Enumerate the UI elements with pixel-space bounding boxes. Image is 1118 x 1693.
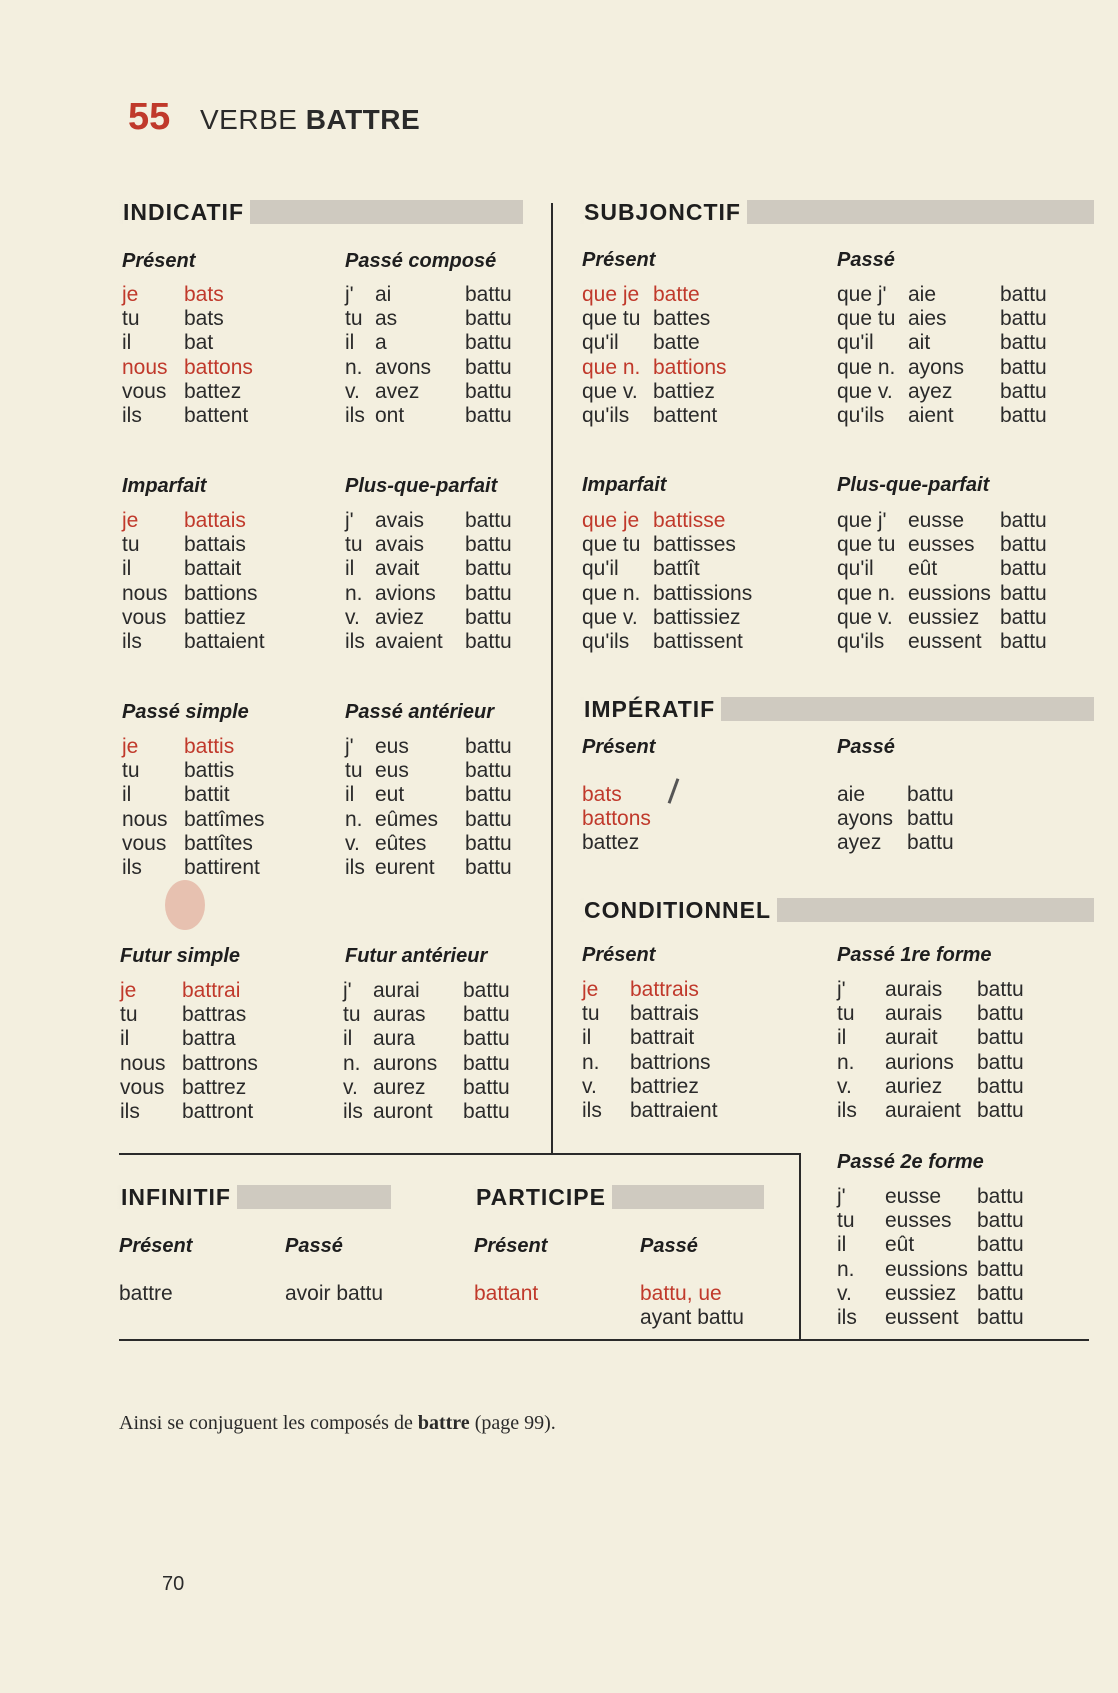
- verb-form: aurions: [885, 1050, 954, 1074]
- column-divider: [551, 203, 553, 1153]
- ind-passe-anterieur-label: Passé antérieur: [345, 701, 494, 723]
- pronoun: bats: [582, 783, 622, 806]
- verb-form: eusse: [908, 509, 965, 532]
- bottom-rule: [119, 1339, 1089, 1341]
- pronoun: n.: [837, 1257, 855, 1281]
- verb-form: auraient: [885, 1098, 961, 1122]
- imp-present-label: Présent: [582, 736, 656, 758]
- pronoun: vous: [122, 379, 167, 403]
- pronoun: il: [122, 783, 132, 807]
- pronoun: ils: [120, 1099, 140, 1123]
- verb-form: battu: [907, 831, 954, 855]
- verb-form: eussiez: [908, 605, 980, 629]
- participle: battu: [1000, 379, 1047, 403]
- pronoun: il: [120, 1027, 130, 1051]
- verb-form: auriez: [885, 1074, 943, 1098]
- part-present-label: Présent: [474, 1235, 548, 1257]
- verb-form: battras: [182, 1003, 247, 1027]
- verb-form: battit: [184, 783, 230, 807]
- verb-form: battiez: [184, 605, 246, 629]
- pronoun: nous: [120, 1051, 166, 1075]
- pronoun: tu: [837, 1209, 855, 1233]
- pronoun: ils: [122, 403, 142, 427]
- verb-form: ayons: [908, 355, 965, 379]
- verb-form: avait: [375, 557, 420, 581]
- pronoun: je: [122, 509, 139, 532]
- participle: battu: [465, 581, 512, 605]
- pronoun: que v.: [582, 605, 638, 629]
- verb-form: battront: [182, 1099, 254, 1123]
- pronoun: nous: [122, 355, 168, 379]
- pronoun: ils: [122, 855, 142, 879]
- verb-form: battons: [184, 355, 253, 379]
- pronoun: que tu: [837, 307, 896, 331]
- pronoun: qu'il: [582, 331, 619, 355]
- conditionnel-heading: CONDITIONNEL: [580, 898, 1094, 922]
- verb-form: avais: [375, 509, 425, 532]
- pronoun: tu: [837, 1002, 855, 1026]
- infinitif-top-rule: [119, 1153, 801, 1155]
- pronoun: il: [122, 557, 132, 581]
- verb-form: battais: [184, 509, 246, 532]
- subj-pqp-label: Plus-que-parfait: [837, 474, 990, 496]
- participle: battu: [1000, 307, 1047, 331]
- pronoun: tu: [345, 533, 363, 557]
- verb-form: aurais: [885, 978, 943, 1001]
- participle: battu: [465, 759, 512, 783]
- pronoun: n.: [343, 1051, 361, 1075]
- pronoun: que j': [837, 509, 887, 532]
- participle: battu: [1000, 509, 1047, 532]
- infinitif-heading: INFINITIF: [117, 1185, 391, 1209]
- title-prefix: VERBE: [200, 104, 298, 135]
- conditionnel-divider: [799, 1153, 801, 1341]
- pronoun: tu: [122, 533, 140, 557]
- participle: battu: [977, 1002, 1024, 1026]
- indicatif-heading: INDICATIF: [119, 200, 523, 224]
- ind-futur-anterieur-label: Futur antérieur: [345, 945, 488, 967]
- verb-form: aies: [908, 307, 947, 331]
- verb-form: aurons: [373, 1051, 438, 1075]
- pronoun: que tu: [837, 533, 896, 557]
- ind-futur-simple-label: Futur simple: [120, 945, 241, 967]
- part-passe-label: Passé: [640, 1235, 698, 1257]
- verb-form: ait: [908, 331, 931, 355]
- pronoun: n.: [345, 807, 363, 831]
- verb-form: battrai: [182, 979, 241, 1002]
- verb-form: battissent: [653, 629, 743, 653]
- inf-passe-value: avoir battu: [285, 1282, 384, 1305]
- verb-form: battis: [184, 735, 235, 758]
- verb-form: aura: [373, 1027, 416, 1051]
- table-number: 55: [128, 96, 171, 138]
- participle: battu: [465, 355, 512, 379]
- cond-passe1-label: Passé 1re forme: [837, 944, 992, 966]
- verb-form: eûmes: [375, 807, 439, 831]
- participle: battu: [465, 557, 512, 581]
- ind-imparfait-label: Imparfait: [122, 475, 207, 497]
- cond-passe2-label: Passé 2e forme: [837, 1151, 984, 1173]
- participle: battu: [977, 1281, 1024, 1305]
- participle: battu: [465, 379, 512, 403]
- participle: battu: [463, 1099, 510, 1123]
- verb-form: bats: [184, 307, 224, 331]
- pronoun: ayez: [837, 831, 882, 855]
- part-passe-compound: ayant battu: [640, 1306, 744, 1329]
- pronoun: que tu: [582, 533, 641, 557]
- pronoun: je: [122, 283, 139, 306]
- part-present-value: battant: [474, 1282, 539, 1305]
- verb-form: battrais: [630, 978, 699, 1001]
- verb-form: battiez: [653, 379, 715, 403]
- verb-form: battrez: [182, 1075, 247, 1099]
- subj-imparfait-label: Imparfait: [582, 474, 667, 496]
- pronoun: que v.: [837, 379, 893, 403]
- verb-form: battîtes: [184, 831, 253, 855]
- pronoun: tu: [122, 759, 140, 783]
- pronoun: nous: [122, 807, 168, 831]
- pronoun: j': [345, 283, 354, 306]
- verb-form: bats: [184, 283, 224, 306]
- participle: battu: [977, 1050, 1024, 1074]
- verb-form: avaient: [375, 629, 443, 653]
- pronoun: tu: [122, 307, 140, 331]
- pronoun: ils: [345, 629, 365, 653]
- pronoun: ils: [837, 1098, 857, 1122]
- pronoun: j': [837, 978, 846, 1001]
- verb-form: aurais: [885, 1002, 943, 1026]
- verb-form: eûtes: [375, 831, 427, 855]
- verb-form: battait: [184, 557, 242, 581]
- verb-form: eût: [908, 557, 938, 581]
- pronoun: il: [837, 1026, 847, 1050]
- pronoun: il: [122, 331, 132, 355]
- verb-form: ai: [375, 283, 392, 306]
- verb-form: battît: [653, 557, 700, 581]
- pronoun: vous: [120, 1075, 165, 1099]
- participle: battu: [463, 1027, 510, 1051]
- verb-form: aie: [908, 283, 937, 306]
- verb-form: battrions: [630, 1050, 711, 1074]
- verb-form: aient: [908, 403, 954, 427]
- pronoun: ils: [345, 403, 365, 427]
- participle: battu: [465, 533, 512, 557]
- pronoun: tu: [582, 1002, 600, 1026]
- participle: battu: [977, 978, 1024, 1001]
- participle: battu: [1000, 283, 1047, 306]
- participle: battu: [977, 1233, 1024, 1257]
- pronoun: ils: [582, 1098, 602, 1122]
- pronoun: v.: [582, 1074, 597, 1098]
- pronoun: j': [345, 509, 354, 532]
- pronoun: n.: [837, 1050, 855, 1074]
- pronoun: ils: [837, 1305, 857, 1329]
- page-title: [200, 104, 420, 136]
- verb-form: battisses: [653, 533, 736, 557]
- participle: battu: [977, 1098, 1024, 1122]
- verb-form: battrons: [182, 1051, 258, 1075]
- pronoun: il: [345, 783, 355, 807]
- pronoun: que v.: [837, 605, 893, 629]
- verb-form: battez: [184, 379, 242, 403]
- verb-form: battissions: [653, 581, 753, 605]
- pronoun: nous: [122, 581, 168, 605]
- participle: battu: [465, 831, 512, 855]
- pronoun: que n.: [837, 581, 896, 605]
- verb-form: bat: [184, 331, 214, 355]
- participle: battu: [1000, 629, 1047, 653]
- verb-form: batte: [653, 331, 700, 355]
- subj-passe-label: Passé: [837, 249, 895, 271]
- verb-form: eussions: [908, 581, 991, 605]
- verb-form: battrais: [630, 1002, 699, 1026]
- ind-pqp-label: Plus-que-parfait: [345, 475, 498, 497]
- pronoun: il: [343, 1027, 353, 1051]
- verb-form: avez: [375, 379, 420, 403]
- stain-mark: [165, 880, 205, 930]
- verb-form: aurai: [373, 979, 420, 1002]
- verb-form: eus: [375, 759, 409, 783]
- verb-form: eussent: [885, 1305, 959, 1329]
- pronoun: que v.: [582, 379, 638, 403]
- participle: battu: [977, 1305, 1024, 1329]
- pronoun: il: [345, 331, 355, 355]
- pronoun: battons: [582, 807, 651, 831]
- pronoun: que n.: [582, 355, 641, 379]
- pronoun: tu: [345, 759, 363, 783]
- verb-form: battions: [184, 581, 258, 605]
- verb-form: eusse: [885, 1185, 942, 1208]
- pronoun: n.: [582, 1050, 600, 1074]
- pronoun: ils: [345, 855, 365, 879]
- pronoun: aie: [837, 783, 866, 806]
- participle: battu: [1000, 403, 1047, 427]
- verb-form: a: [375, 331, 387, 355]
- participle: battu: [1000, 557, 1047, 581]
- pronoun: qu'ils: [582, 403, 630, 427]
- verb-form: avons: [375, 355, 432, 379]
- pronoun: vous: [122, 605, 167, 629]
- subj-present-label: Présent: [582, 249, 656, 271]
- pronoun: ils: [122, 629, 142, 653]
- pronoun: ils: [343, 1099, 363, 1123]
- cond-present-label: Présent: [582, 944, 656, 966]
- pronoun: que j': [837, 283, 887, 306]
- participle: battu: [1000, 581, 1047, 605]
- verb-form: battriez: [630, 1074, 699, 1098]
- participle: battu: [465, 735, 512, 758]
- participle: battu: [1000, 533, 1047, 557]
- verb-form: battes: [653, 307, 711, 331]
- verb-form: battaient: [184, 629, 265, 653]
- pronoun: v.: [345, 379, 360, 403]
- pronoun: v.: [345, 605, 360, 629]
- participle: battu: [465, 807, 512, 831]
- participle: battu: [1000, 331, 1047, 355]
- verb-form: battais: [184, 533, 246, 557]
- verb-form: avais: [375, 533, 425, 557]
- verb-form: eussent: [908, 629, 982, 653]
- participle: battu: [977, 1209, 1024, 1233]
- pronoun: v.: [837, 1074, 852, 1098]
- pronoun: qu'ils: [837, 629, 885, 653]
- pronoun: n.: [345, 355, 363, 379]
- participle: battu: [977, 1185, 1024, 1208]
- part-passe-value: battu, ue: [640, 1282, 722, 1305]
- verb-form: aurez: [373, 1075, 426, 1099]
- pronoun: j': [345, 735, 354, 758]
- verb-form: aviez: [375, 605, 425, 629]
- participle: battu: [463, 1051, 510, 1075]
- page-number: 70: [162, 1573, 185, 1595]
- imperatif-heading: IMPÉRATIF: [580, 697, 1094, 721]
- pronoun: qu'il: [837, 557, 874, 581]
- ind-passe-simple-label: Passé simple: [122, 701, 249, 723]
- verb-form: eusses: [885, 1209, 952, 1233]
- verb-form: eut: [375, 783, 405, 807]
- participle: battu: [465, 855, 512, 879]
- inf-present-label: Présent: [119, 1235, 193, 1257]
- pronoun: qu'ils: [837, 403, 885, 427]
- pronoun: je: [120, 979, 137, 1002]
- title-verb: BATTRE: [305, 104, 421, 135]
- pronoun: vous: [122, 831, 167, 855]
- verb-form: auras: [373, 1003, 426, 1027]
- verb-form: battissiez: [653, 605, 741, 629]
- verb-form: ont: [375, 403, 405, 427]
- participle: battu: [465, 283, 512, 306]
- verb-form: as: [375, 307, 398, 331]
- verb-form: batte: [653, 283, 700, 306]
- pronoun: il: [837, 1233, 847, 1257]
- footnote: Ainsi se conjuguent les composés de battre (page 99).: [119, 1412, 556, 1434]
- verb-form: aurait: [885, 1026, 938, 1050]
- ind-passe-compose-label: Passé composé: [345, 250, 497, 272]
- participle: battu: [465, 629, 512, 653]
- pronoun: que je: [582, 283, 640, 306]
- pronoun: il: [582, 1026, 592, 1050]
- pronoun: j': [837, 1185, 846, 1208]
- pronoun: n.: [345, 581, 363, 605]
- pronoun: qu'ils: [582, 629, 630, 653]
- verb-form: battu: [907, 783, 954, 806]
- verb-form: battîmes: [184, 807, 265, 831]
- inf-passe-label: Passé: [285, 1235, 343, 1257]
- participle: battu: [463, 1003, 510, 1027]
- pronoun: ayons: [837, 807, 894, 831]
- ind-present-label: Présent: [122, 250, 196, 272]
- pronoun: tu: [120, 1003, 138, 1027]
- participle: battu: [465, 331, 512, 355]
- pronoun: qu'il: [837, 331, 874, 355]
- pronoun: je: [122, 735, 139, 758]
- pronoun: que je: [582, 509, 640, 532]
- verb-form: eussiez: [885, 1281, 957, 1305]
- subjonctif-heading: SUBJONCTIF: [580, 200, 1094, 224]
- verb-form: battis: [184, 759, 235, 783]
- verb-form: ayez: [908, 379, 953, 403]
- pronoun: que n.: [837, 355, 896, 379]
- pronoun: v.: [343, 1075, 358, 1099]
- pronoun: v.: [345, 831, 360, 855]
- verb-form: battraient: [630, 1098, 718, 1122]
- verb-form: battent: [653, 403, 718, 427]
- verb-form: battisse: [653, 509, 726, 532]
- pronoun: il: [345, 557, 355, 581]
- pronoun: je: [582, 978, 599, 1001]
- verb-form: battu: [907, 807, 954, 831]
- imp-passe-label: Passé: [837, 736, 895, 758]
- pronoun: j': [343, 979, 352, 1002]
- pronoun: que tu: [582, 307, 641, 331]
- participe-heading: PARTICIPE: [472, 1185, 764, 1209]
- participle: battu: [1000, 605, 1047, 629]
- verb-form: eurent: [375, 855, 435, 879]
- inf-present-value: battre: [119, 1282, 173, 1305]
- verb-form: battirent: [184, 855, 260, 879]
- verb-form: eus: [375, 735, 409, 758]
- participle: battu: [977, 1026, 1024, 1050]
- participle: battu: [465, 605, 512, 629]
- pronoun: qu'il: [582, 557, 619, 581]
- pronoun: v.: [837, 1281, 852, 1305]
- verb-form: auront: [373, 1099, 433, 1123]
- pronoun: que n.: [582, 581, 641, 605]
- verb-form: battions: [653, 355, 727, 379]
- participle: battu: [463, 979, 510, 1002]
- verb-form: battent: [184, 403, 249, 427]
- participle: battu: [463, 1075, 510, 1099]
- participle: battu: [465, 509, 512, 532]
- participle: battu: [977, 1257, 1024, 1281]
- pronoun: tu: [343, 1003, 361, 1027]
- pencil-mark: [668, 778, 680, 803]
- participle: battu: [465, 307, 512, 331]
- participle: battu: [465, 783, 512, 807]
- verb-form: eussions: [885, 1257, 968, 1281]
- verb-form: eût: [885, 1233, 915, 1257]
- participle: battu: [977, 1074, 1024, 1098]
- verb-form: battrait: [630, 1026, 695, 1050]
- verb-form: battra: [182, 1027, 236, 1051]
- pronoun: tu: [345, 307, 363, 331]
- verb-form: avions: [375, 581, 436, 605]
- verb-form: eusses: [908, 533, 975, 557]
- participle: battu: [465, 403, 512, 427]
- participle: battu: [1000, 355, 1047, 379]
- pronoun: battez: [582, 831, 640, 855]
